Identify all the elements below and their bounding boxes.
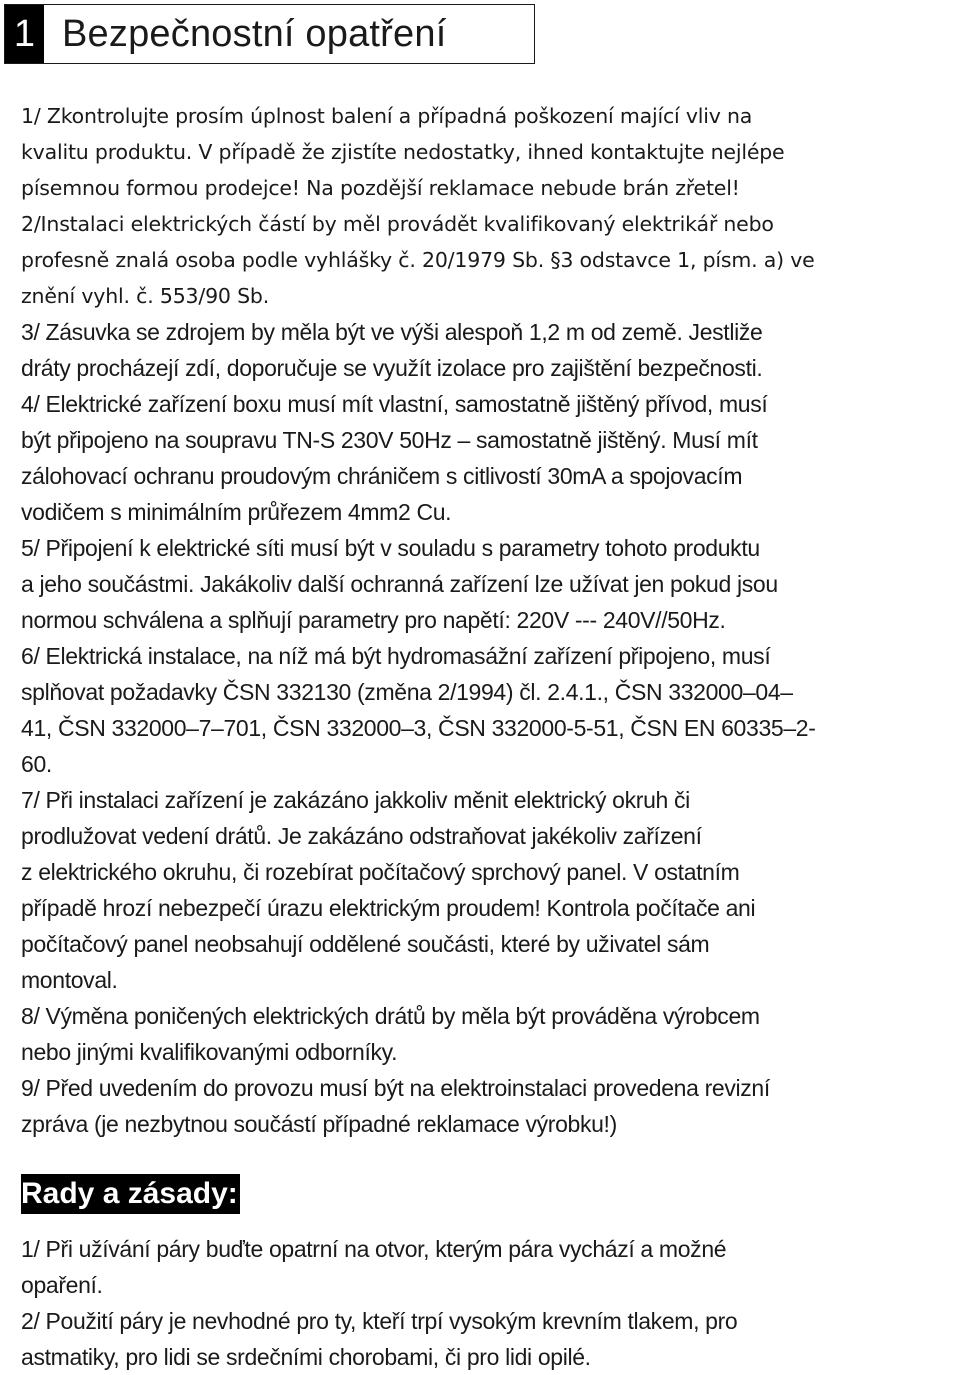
paragraph-7-line-6: montoval. xyxy=(21,967,118,993)
section-heading xyxy=(4,4,535,64)
paragraph-8-line-2: nebo jinými kvalifikovanými odborníky. xyxy=(21,1039,398,1065)
paragraph-8-line-1: 8/ Výměna poničených elektrických drátů by měla být prováděna výrobcem xyxy=(21,1003,760,1029)
paragraph-2-line-2: profesně znalá osoba podle vyhlášky č. 20/1979 Sb. §3 odstavce 1, písm. a) ve xyxy=(21,248,815,272)
advice-1-line-2: opaření. xyxy=(21,1272,103,1298)
paragraph-2-line-1: 2/Instalaci elektrických částí by měl provádět kvalifikovaný elektrikář nebo xyxy=(21,212,774,236)
paragraph-7-line-2: prodlužovat vedení drátů. Je zakázáno odstraňovat jakékoliv zařízení xyxy=(21,823,702,849)
paragraph-7-line-1: 7/ Při instalaci zařízení je zakázáno jakkoliv měnit elektrický okruh či xyxy=(21,787,690,813)
paragraph-3-line-2: dráty procházejí zdí, doporučuje se využít izolace pro zajištění bezpečnosti. xyxy=(21,355,763,381)
paragraph-1-line-3: písemnou formou prodejce! Na pozdější reklamace nebude brán zřetel! xyxy=(21,176,740,200)
paragraph-5-line-2: a jeho součástmi. Jakákoliv další ochranná zařízení lze užívat jen pokud jsou xyxy=(21,571,778,597)
paragraph-7-line-5: počítačový panel neobsahují oddělené součásti, které by uživatel sám xyxy=(21,931,710,957)
paragraph-5-line-1: 5/ Připojení k elektrické síti musí být v souladu s parametry tohoto produktu xyxy=(21,535,760,561)
section-number: 1 xyxy=(5,5,44,63)
paragraph-7-line-3: z elektrického okruhu, či rozebírat počítačový sprchový panel. V ostatním xyxy=(21,859,740,885)
paragraph-4-line-3: zálohovací ochranu proudovým chráničem s citlivostí 30mA a spojovacím xyxy=(21,463,743,489)
paragraph-6-line-3: 41, ČSN 332000–7–701, ČSN 332000–3, ČSN 332000-5-51, ČSN EN 60335–2- xyxy=(21,715,816,741)
paragraph-5-line-3: normou schválena a splňují parametry pro napětí: 220V --- 240V//50Hz. xyxy=(21,607,726,633)
paragraph-1-line-1: 1/ Zkontrolujte prosím úplnost balení a případná poškození mající vliv na xyxy=(21,104,753,128)
paragraph-9-line-2: zpráva (je nezbytnou součástí případné reklamace výrobku!) xyxy=(21,1111,617,1137)
paragraph-4-line-4: vodičem s minimálním průřezem 4mm2 Cu. xyxy=(21,499,452,525)
paragraph-4-line-2: být připojeno na soupravu TN-S 230V 50Hz – samostatně jištěný. Musí mít xyxy=(21,427,758,453)
advice-1-line-1: 1/ Při užívání páry buďte opatrní na otvor, kterým pára vychází a možné xyxy=(21,1236,727,1262)
advice-2-line-2: astmatiky, pro lidi se srdečními chorobami, či pro lidi opilé. xyxy=(21,1344,591,1370)
paragraph-3-line-1: 3/ Zásuvka se zdrojem by měla být ve výši alespoň 1,2 m od země. Jestliže xyxy=(21,319,763,345)
section-title: Bezpečnostní opatření xyxy=(62,12,447,55)
paragraph-2-line-3: znění vyhl. č. 553/90 Sb. xyxy=(21,284,270,308)
paragraph-6-line-2: splňovat požadavky ČSN 332130 (změna 2/1994) čl. 2.4.1., ČSN 332000–04– xyxy=(21,679,793,705)
advice-heading: Rady a zásady: xyxy=(21,1174,240,1214)
instructions-body xyxy=(21,98,951,1142)
paragraph-6-line-4: 60. xyxy=(21,751,52,777)
advice-body xyxy=(21,1231,951,1375)
paragraph-9-line-1: 9/ Před uvedením do provozu musí být na elektroinstalaci provedena revizní xyxy=(21,1075,770,1101)
advice-2-line-1: 2/ Použití páry je nevhodné pro ty, kteří trpí vysokým krevním tlakem, pro xyxy=(21,1308,738,1334)
paragraph-1-line-2: kvalitu produktu. V případě že zjistíte nedostatky, ihned kontaktujte nejlépe xyxy=(21,140,785,164)
paragraph-4-line-1: 4/ Elektrické zařízení boxu musí mít vlastní, samostatně jištěný přívod, musí xyxy=(21,391,768,417)
paragraph-7-line-4: případě hrozí nebezpečí úrazu elektrickým proudem! Kontrola počítače ani xyxy=(21,895,756,921)
paragraph-6-line-1: 6/ Elektrická instalace, na níž má být hydromasážní zařízení připojeno, musí xyxy=(21,643,771,669)
